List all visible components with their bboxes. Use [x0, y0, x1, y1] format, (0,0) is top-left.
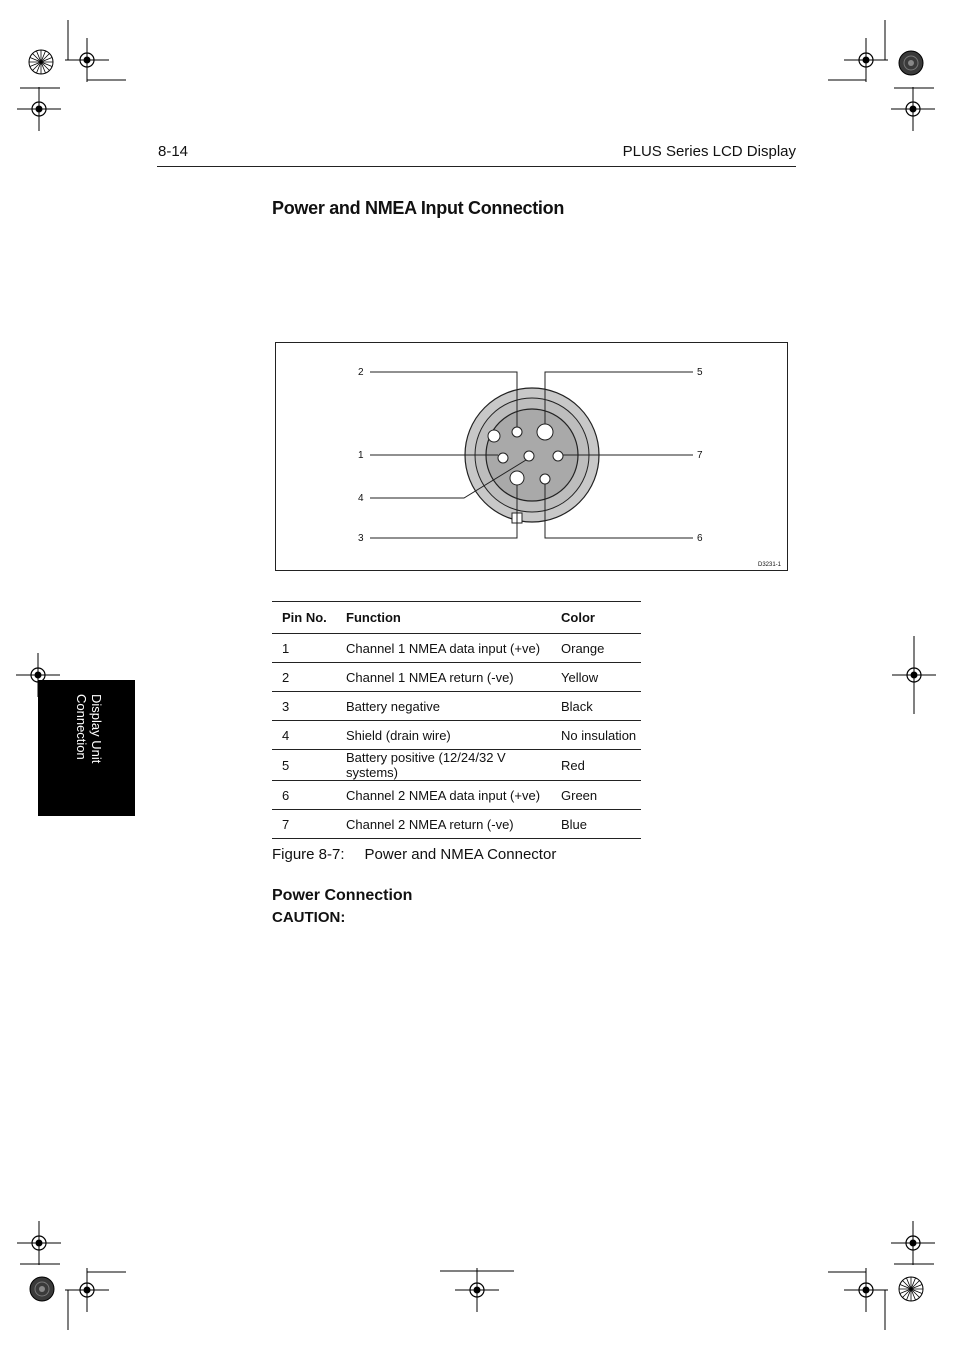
wire-color: Red: [551, 750, 641, 781]
pin-number: 2: [272, 663, 336, 692]
table-row: [272, 721, 641, 750]
pin-number: 5: [272, 750, 336, 781]
wire-color: Orange: [551, 634, 641, 663]
pin-5-contact: [537, 424, 553, 440]
pin-label-3: 3: [358, 533, 364, 544]
pin-label-6: 6: [697, 533, 703, 544]
chapter-side-tab: [38, 680, 135, 816]
table-row: [272, 750, 641, 781]
header-pin-no: Pin No.: [272, 602, 336, 634]
pin-function: Channel 2 NMEA return (-ve): [336, 810, 551, 839]
figure-caption-label: Figure 8-7:: [272, 846, 345, 863]
pin-label-4: 4: [358, 493, 364, 504]
wire-color: Green: [551, 781, 641, 810]
wire-color: Black: [551, 692, 641, 721]
document-title: PLUS Series LCD Display: [622, 143, 796, 160]
pin-function: Battery positive (12/24/32 V systems): [336, 750, 551, 781]
table-row: [272, 810, 641, 839]
figure-caption: [272, 846, 556, 863]
pin-2-contact: [488, 430, 500, 442]
pin-function: Channel 1 NMEA data input (+ve): [336, 634, 551, 663]
side-tab-line-1: Display Unit: [89, 694, 104, 764]
pin-label-7: 7: [697, 450, 703, 461]
pin-7-contact: [553, 451, 563, 461]
pin-number: 1: [272, 634, 336, 663]
side-tab-line-2: Connection: [74, 694, 89, 760]
pin-number: 3: [272, 692, 336, 721]
pin-number: 7: [272, 810, 336, 839]
wire-color: Yellow: [551, 663, 641, 692]
pin-function: Shield (drain wire): [336, 721, 551, 750]
pin-label-5: 5: [697, 367, 703, 378]
table-row: [272, 663, 641, 692]
table-row: [272, 781, 641, 810]
pin-number: 6: [272, 781, 336, 810]
wire-color: No insulation: [551, 721, 641, 750]
pin-number: 4: [272, 721, 336, 750]
connector-figure: [275, 342, 788, 571]
pin-function: Channel 2 NMEA data input (+ve): [336, 781, 551, 810]
figure-caption-text: Power and NMEA Connector: [364, 846, 557, 863]
pin-2b-contact: [512, 427, 522, 437]
caution-label: CAUTION:: [272, 909, 346, 926]
pin-label-2: 2: [358, 367, 364, 378]
wire-color: Blue: [551, 810, 641, 839]
table-row: [272, 692, 641, 721]
pin-function-table: [272, 601, 641, 839]
section-title: Power and NMEA Input Connection: [272, 198, 565, 218]
connector-diagram: [276, 343, 787, 570]
header-color: Color: [551, 602, 641, 634]
pin-function: Battery negative: [336, 692, 551, 721]
table-header-row: [272, 602, 641, 634]
pin-function: Channel 1 NMEA return (-ve): [336, 663, 551, 692]
page-number: 8-14: [158, 143, 189, 160]
pin-4-contact: [524, 451, 534, 461]
table-row: [272, 634, 641, 663]
header-function: Function: [336, 602, 551, 634]
drawing-code: D3231-1: [758, 562, 782, 568]
pin-6-contact: [540, 474, 550, 484]
pin-3-contact: [510, 471, 524, 485]
pin-1-contact: [498, 453, 508, 463]
power-connection-heading: Power Connection: [272, 887, 413, 904]
header-divider: [157, 166, 796, 167]
pin-label-1: 1: [358, 450, 364, 461]
